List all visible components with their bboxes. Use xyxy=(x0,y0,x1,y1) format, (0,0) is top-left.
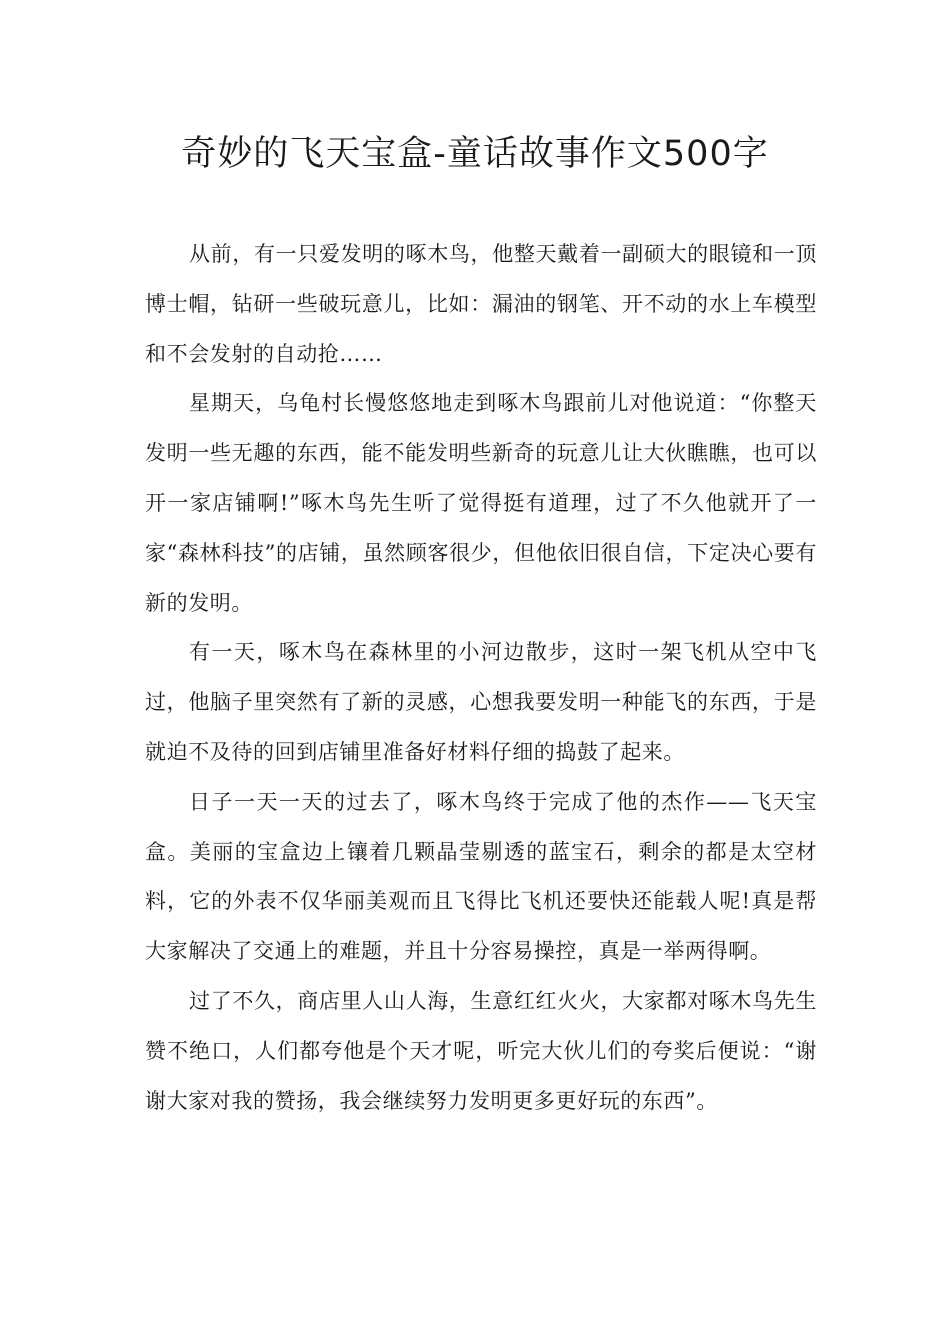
paragraph-3: 有一天，啄木鸟在森林里的小河边散步，这时一架飞机从空中飞过，他脑子里突然有了新的灵感，心想我要发明一种能飞的东西，于是就迫不及待的回到店铺里准备好材料仔细的捣鼓了起来。 xyxy=(145,640,817,764)
paragraph-1: 从前，有一只爱发明的啄木鸟，他整天戴着一副硕大的眼镜和一顶博士帽，钻研一些破玩意儿，比如：漏油的钢笔、开不动的水上车模型和不会发射的自动抢…… xyxy=(145,242,817,366)
paragraph-4: 日子一天一天的过去了，啄木鸟终于完成了他的杰作——飞天宝盒。美丽的宝盒边上镶着几颗晶莹剔透的蓝宝石，剩余的都是太空材料，它的外表不仅华丽美观而且飞得比飞机还要快还能载人呢!真是帮大家解决了交通上的难题，并且十分容易操控，真是一举两得啊。 xyxy=(145,789,817,964)
document-title: 奇妙的飞天宝盒-童话故事作文500字 xyxy=(181,134,769,174)
paragraph-5: 过了不久，商店里人山人海，生意红红火火，大家都对啄木鸟先生赞不绝口，人们都夸他是个天才呢，听完大伙儿们的夸奖后便说：“谢谢大家对我的赞扬，我会继续努力发明更多更好玩的东西”。 xyxy=(145,988,817,1113)
paragraph-2: 星期天，乌龟村长慢悠悠地走到啄木鸟跟前儿对他说道：“你整天发明一些无趣的东西，能不能发明些新奇的玩意儿让大伙瞧瞧，也可以开一家店铺啊!”啄木鸟先生听了觉得挺有道理，过了不久他就开了一家“森林科技”的店铺，虽然顾客很少，但他依旧很自信，下定决心要有新的发明。 xyxy=(145,391,817,615)
document-body xyxy=(145,230,817,1126)
